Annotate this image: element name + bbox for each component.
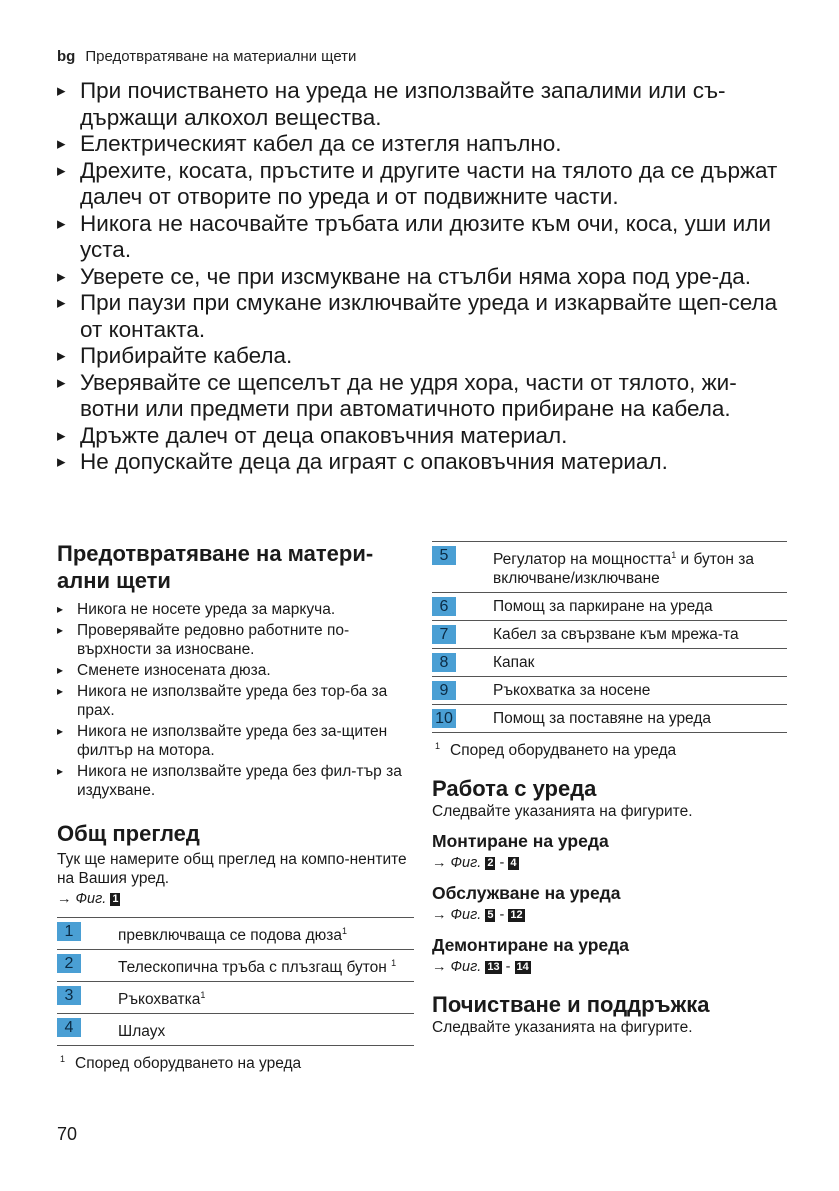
- mount-heading: Монтиране на уреда: [432, 831, 609, 851]
- cleaning-intro: Следвайте указанията на фигурите.: [432, 1019, 693, 1036]
- list-item: ▸ При почистването на уреда не използвайте запалими или съ-държащи алкохол вещества.: [57, 78, 792, 131]
- list-item: ▸ Никога не използвайте уреда без тор-ба за прах.: [57, 682, 414, 720]
- figure-number: 12: [510, 909, 523, 921]
- table-row: [432, 649, 787, 677]
- figure-reference: [57, 889, 414, 909]
- part-number-badge: 10: [432, 709, 456, 728]
- figure-number: 1: [112, 893, 119, 905]
- parts-table-right: [432, 541, 787, 733]
- list-item: ▸ Не допускайте деца да играят с опаковъчния материал.: [57, 449, 792, 476]
- parts-table-left: [57, 917, 414, 1046]
- figure-number: 4: [510, 857, 517, 869]
- figure-number: 14: [516, 961, 529, 973]
- arrow-icon: →: [432, 959, 447, 975]
- list-item: ▸ Електрическият кабел да се изтегля напълно.: [57, 131, 792, 158]
- table-row: [432, 677, 787, 705]
- overview-intro: Тук ще намерите общ преглед на компо-нентите на Вашия уред.: [57, 851, 407, 887]
- figure-number: 2: [487, 857, 494, 869]
- list-item: ▸ При паузи при смукане изключвайте уреда и изкарвайте щеп-села от контакта.: [57, 290, 792, 343]
- service-heading: Обслужване на уреда: [432, 883, 621, 903]
- part-label: Кабел за свързване към мрежа-та: [493, 626, 739, 643]
- arrow-icon: →: [432, 907, 447, 923]
- footnote-ref: 1: [671, 550, 677, 560]
- arrow-icon: →: [432, 855, 447, 871]
- part-label: превключваща се подова дюза: [118, 927, 342, 944]
- range-dash: -: [499, 907, 505, 923]
- part-number-badge: 9: [432, 681, 456, 700]
- part-label: Телескопична тръба с плъзгащ бутон: [118, 959, 392, 976]
- part-number-badge: 8: [432, 653, 456, 672]
- list-item: ▸ Никога не носете уреда за маркуча.: [57, 600, 414, 619]
- table-row: [432, 705, 787, 733]
- footnote: [57, 1049, 414, 1074]
- language-code: bg: [57, 48, 76, 65]
- list-item: ▸ Никога не използвайте уреда без фил-тър за издухване.: [57, 762, 414, 800]
- page-header: [57, 48, 356, 65]
- figure-number: 13: [487, 961, 500, 973]
- part-label: Ръкохватка за носене: [493, 682, 651, 699]
- list-item: ▸ Дрехите, косата, пръстите и другите части на тялото да се държат далеч от отворите по уреда и от подвижните части.: [57, 158, 792, 211]
- figure-label: Фиг.: [450, 907, 482, 923]
- range-dash: -: [505, 959, 511, 975]
- part-label-cont: и бутон за включване/изключване: [493, 551, 754, 587]
- footnote-ref: 1: [391, 958, 397, 968]
- part-number-badge: 4: [57, 1018, 81, 1037]
- footnote-mark: 1: [435, 741, 441, 751]
- table-row: [57, 1014, 414, 1046]
- right-column: [432, 541, 787, 1037]
- footnote-ref: 1: [200, 990, 206, 1000]
- table-row: [432, 593, 787, 621]
- cleaning-heading: Почистване и поддръжка: [432, 992, 710, 1017]
- list-item: ▸ Уверявайте се щепселът да не удря хора, части от тялото, жи-вотни или предмети при автоматичното прибиране на кабела.: [57, 370, 792, 423]
- footnote-ref: 1: [342, 926, 348, 936]
- overview-heading: Общ преглед: [57, 821, 200, 846]
- footnote-mark: 1: [60, 1054, 66, 1064]
- figure-reference: [432, 905, 787, 925]
- list-item: ▸ Никога не насочвайте тръбата или дюзите към очи, коса, уши или уста.: [57, 211, 792, 264]
- part-number-badge: 1: [57, 922, 81, 941]
- range-dash: -: [499, 855, 505, 871]
- page-number: 70: [57, 1124, 78, 1144]
- footnote-text: Според оборудването на уреда: [450, 742, 677, 759]
- list-item: ▸ Никога не използвайте уреда без за-щитен филтър на мотора.: [57, 722, 414, 760]
- footnote-text: Според оборудването на уреда: [75, 1055, 302, 1072]
- part-label: Помощ за паркиране на уреда: [493, 598, 713, 615]
- part-label: Капак: [493, 654, 535, 671]
- part-label: Помощ за поставяне на уреда: [493, 710, 712, 727]
- part-number-badge: 6: [432, 597, 456, 616]
- part-number-badge: 7: [432, 625, 456, 644]
- operation-intro: Следвайте указанията на фигурите.: [432, 803, 693, 820]
- left-column: [57, 540, 414, 1074]
- figure-label: Фиг.: [450, 855, 482, 871]
- table-row: [432, 621, 787, 649]
- part-number-badge: 2: [57, 954, 81, 973]
- footnote: [432, 736, 787, 761]
- list-item: ▸ Сменете износената дюза.: [57, 661, 414, 680]
- figure-label: Фиг.: [75, 891, 107, 907]
- dismount-heading: Демонтиране на уреда: [432, 935, 630, 955]
- table-row: [57, 950, 414, 982]
- list-item: ▸ Проверявайте редовно работните по-върхности за износване.: [57, 621, 414, 659]
- table-row: [57, 918, 414, 950]
- header-title: Предотвратяване на материални щети: [85, 48, 357, 65]
- arrow-icon: →: [57, 891, 72, 907]
- list-item: ▸ Прибирайте кабела.: [57, 343, 792, 370]
- damage-heading: Предотвратяване на матери-ални щети: [57, 541, 374, 593]
- part-label: Регулатор на мощността: [493, 551, 672, 568]
- table-row: [57, 982, 414, 1014]
- operation-heading: Работа с уреда: [432, 776, 597, 801]
- figure-reference: [432, 853, 787, 873]
- figure-number: 5: [487, 909, 494, 921]
- figure-label: Фиг.: [450, 959, 482, 975]
- damage-list: [57, 600, 414, 800]
- figure-reference: [432, 957, 787, 977]
- part-label: Шлаух: [118, 1023, 166, 1040]
- table-row: [432, 542, 787, 593]
- part-number-badge: 5: [432, 546, 456, 565]
- part-label: Ръкохватка: [118, 991, 201, 1008]
- list-item: ▸ Дръжте далеч от деца опаковъчния материал.: [57, 423, 792, 450]
- list-item: ▸ Уверете се, че при изсмукване на стълби няма хора под уре-да.: [57, 264, 792, 291]
- part-number-badge: 3: [57, 986, 81, 1005]
- safety-list: [57, 78, 792, 476]
